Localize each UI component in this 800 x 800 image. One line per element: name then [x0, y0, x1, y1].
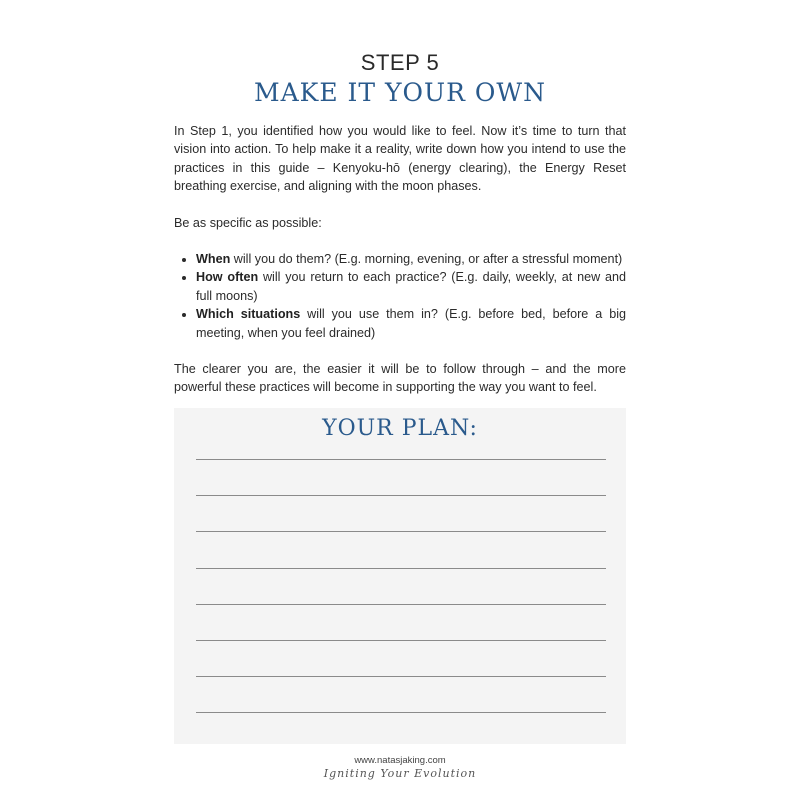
list-item — [196, 250, 626, 268]
writing-line[interactable] — [196, 676, 606, 677]
list-item-text: will you use them in? (E.g. before bed, before a big meeting, when you feel drained) — [196, 307, 627, 340]
question-list — [174, 250, 626, 342]
writing-line[interactable] — [196, 495, 606, 496]
writing-line[interactable] — [196, 568, 606, 569]
list-item-text: will you return to each practice? (E.g. daily, weekly, at new and full moons) — [196, 270, 626, 303]
list-item — [196, 268, 626, 305]
plan-title: YOUR PLAN: — [322, 416, 478, 441]
writing-line[interactable] — [196, 604, 606, 605]
list-item-bold: Which situations — [196, 307, 301, 322]
plan-panel — [174, 408, 626, 744]
intro-paragraph: In Step 1, you identified how you would like to feel. Now it’s time to turn that vision into action. To help make it a reality, write down how you intend to use the practices in this guide – Kenyoku-hō (energy clearing), the Energy Reset breathing exercise, and aligning with the moon phases. — [174, 124, 626, 194]
list-item-bold: When — [196, 252, 231, 267]
footer-tagline: Igniting Your Evolution — [323, 767, 477, 780]
footer-url: www.natasjaking.com — [354, 755, 446, 766]
list-item — [196, 305, 626, 342]
writing-line[interactable] — [196, 640, 606, 641]
list-item-bold: How often — [196, 270, 259, 285]
body-content — [174, 122, 626, 397]
writing-line[interactable] — [196, 712, 606, 713]
writing-line[interactable] — [196, 531, 606, 532]
closing-paragraph: The clearer you are, the easier it will be to follow through – and the more powerful these practices will become in supporting the way you want to feel. — [174, 362, 626, 395]
writing-line[interactable] — [196, 459, 606, 460]
specific-paragraph: Be as specific as possible: — [174, 215, 322, 230]
page-title: MAKE IT YOUR OWN — [254, 78, 546, 107]
list-item-text: will you do them? (E.g. morning, evening, or after a stressful moment) — [230, 252, 623, 267]
step-label: STEP 5 — [360, 50, 440, 75]
